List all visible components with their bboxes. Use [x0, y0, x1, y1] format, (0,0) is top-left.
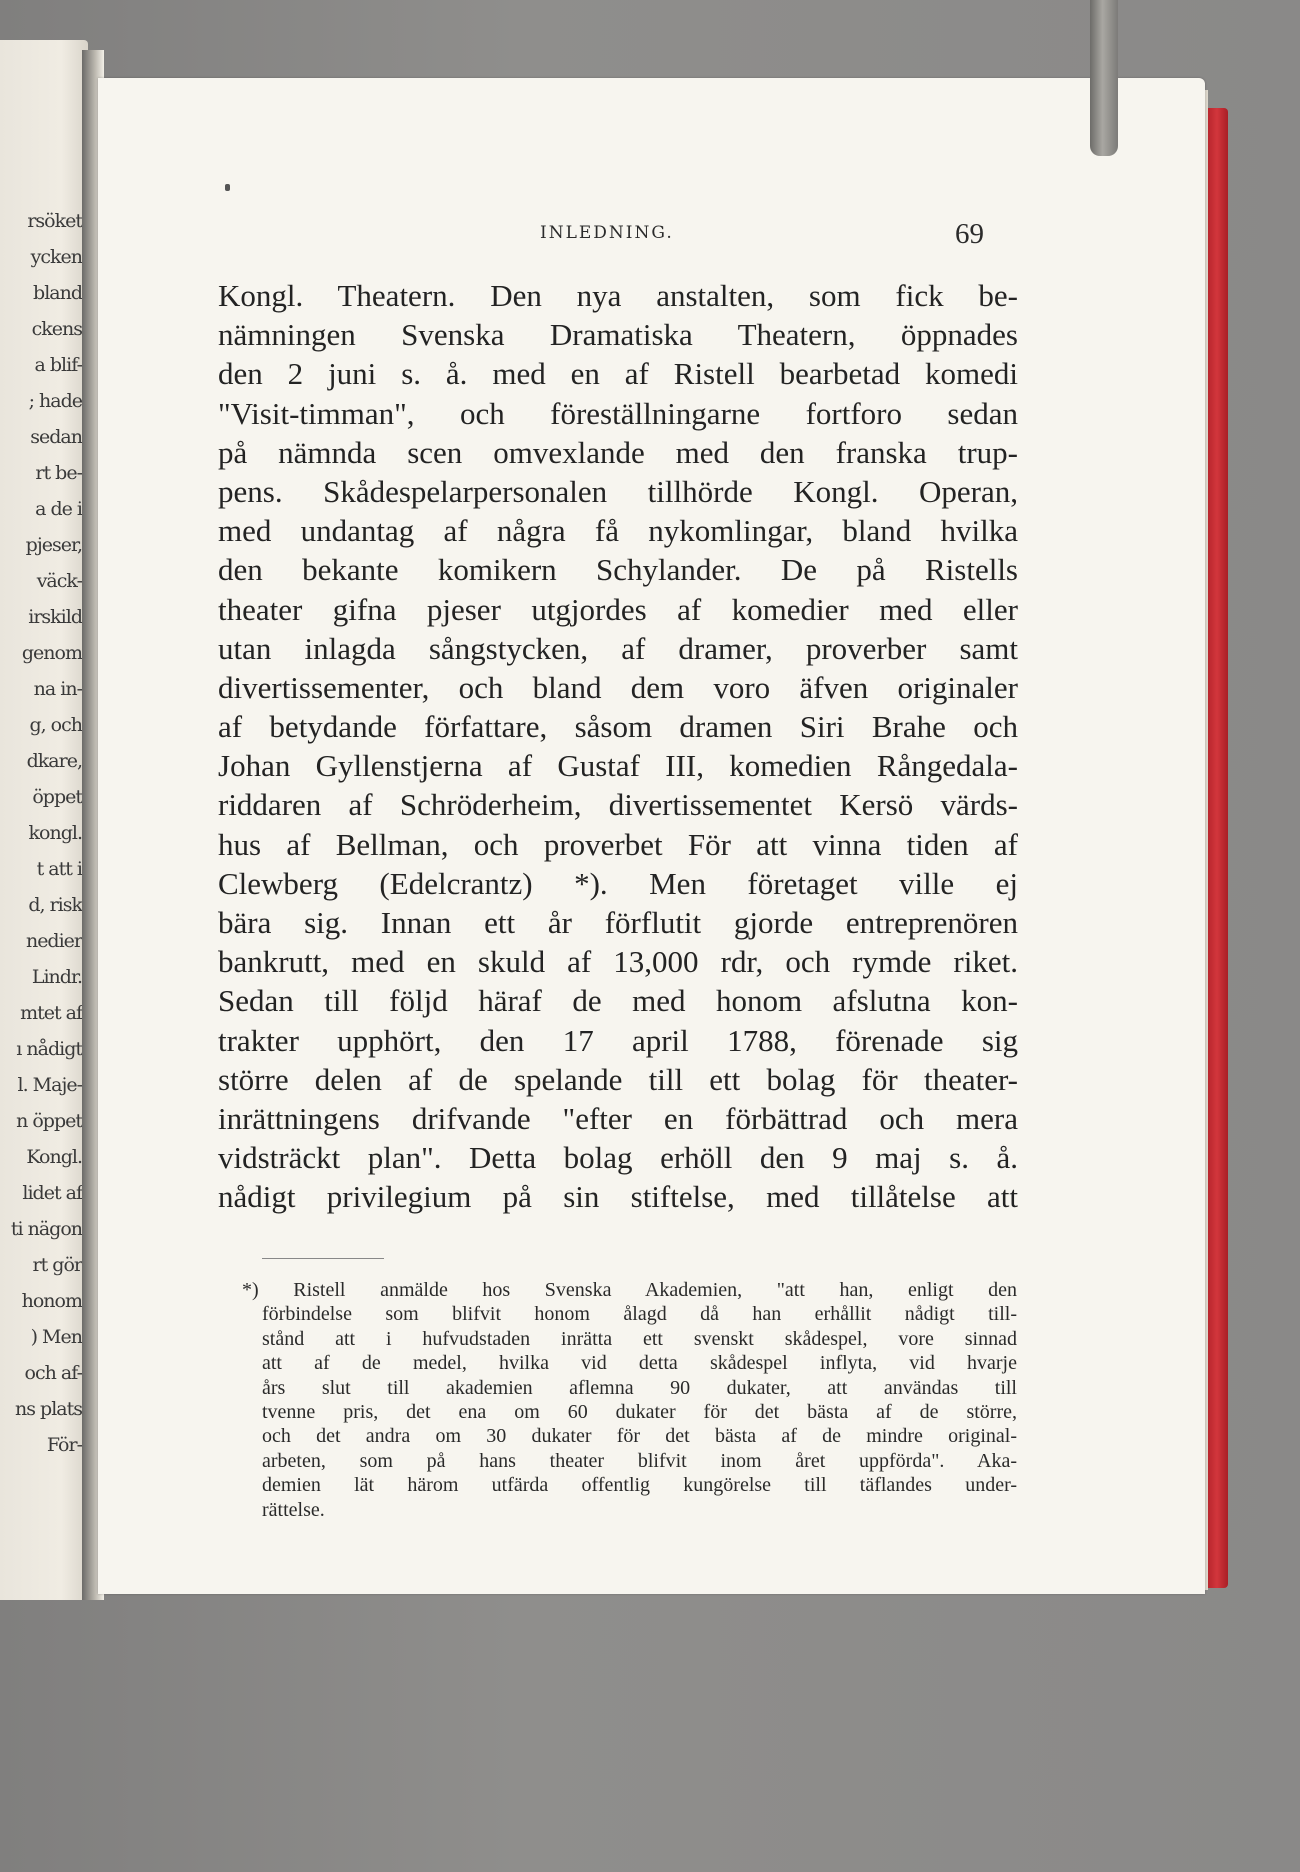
- red-book-edge: [1206, 108, 1228, 1588]
- facing-page-fragment: rt be-: [35, 462, 82, 484]
- facing-page-fragment: För-: [46, 1434, 82, 1456]
- text-line: bankrutt, med en skuld af 13,000 rdr, och rymde riket.: [218, 944, 1018, 980]
- facing-page-edge: [0, 40, 88, 1600]
- text-line: Johan Gyllenstjerna af Gustaf III, komedien Rångedala-: [218, 748, 1018, 784]
- facing-page-fragment: n öppet: [16, 1110, 82, 1132]
- footnote-line: rättelse.: [262, 1498, 325, 1521]
- footnote-line: *) Ristell anmälde hos Svenska Akademien, "att han, enligt den: [242, 1279, 1017, 1301]
- text-line: af betydande författare, såsom dramen Siri Brahe och: [218, 709, 1018, 745]
- text-line: större delen af de spelande till ett bolag för theater-: [218, 1061, 1018, 1097]
- footnote-line: tvenne pris, det ena om 60 dukater för det bästa af de större,: [262, 1400, 1017, 1423]
- footnote-line: förbindelse som blifvit honom ålagd då han erhållit nådigt till-: [262, 1303, 1017, 1326]
- facing-page-fragment: genom: [21, 642, 82, 664]
- text-line: nämningen Svenska Dramatiska Theatern, öppnades: [218, 317, 1018, 353]
- facing-page-fragment: a blif-: [34, 354, 82, 376]
- facing-page-fragment: nedier: [25, 930, 82, 952]
- text-line: den bekante komikern Schylander. De på Ristells: [218, 552, 1018, 588]
- facing-page-fragment: väck-: [36, 570, 82, 592]
- text-line: divertissementer, och bland dem voro äfven originaler: [218, 669, 1018, 705]
- facing-page-fragment: och af-: [24, 1362, 82, 1384]
- text-line: "Visit-timman", och föreställningarne fortforo sedan: [218, 395, 1018, 431]
- facing-page-fragment: dkare,: [26, 750, 82, 772]
- facing-page-fragment: ı nådigt: [16, 1038, 82, 1060]
- bookmark-ribbon: [1090, 0, 1118, 156]
- text-line: Clewberg (Edelcrantz) *). Men företaget ville ej: [218, 865, 1018, 901]
- facing-page-fragment: mtet af: [20, 1002, 82, 1024]
- facing-page-fragment: kongl.: [28, 822, 82, 844]
- facing-page-fragment: bland: [33, 282, 82, 304]
- page-number: 69: [955, 218, 984, 250]
- footnote-line: och det andra om 30 dukater för det bästa af de mindre original-: [262, 1425, 1017, 1448]
- facing-page-fragment: l. Maje-: [17, 1074, 82, 1096]
- facing-page-fragment: Lindr.: [31, 966, 82, 988]
- facing-page-fragment: honom: [21, 1290, 82, 1312]
- facing-page-fragment: ti nägon: [10, 1218, 82, 1240]
- footnote-line: att af de medel, hvilka vid detta skådespel inflyta, vid hvarje: [262, 1352, 1017, 1375]
- facing-page-fragment: ) Men: [30, 1326, 82, 1348]
- text-line: inrättningens drifvande "efter en förbättrad och mera: [218, 1100, 1018, 1136]
- facing-page-fragment: sedan: [30, 426, 82, 448]
- text-line: hus af Bellman, och proverbet För att vinna tiden af: [218, 826, 1018, 862]
- text-line: pens. Skådespelarpersonalen tillhörde Kongl. Operan,: [218, 473, 1018, 509]
- text-line: Kongl. Theatern. Den nya anstalten, som fick be-: [218, 278, 1018, 313]
- facing-page-fragment: d, risk: [28, 894, 82, 916]
- footnote-rule: [262, 1258, 384, 1259]
- ink-speck: [225, 184, 230, 191]
- text-line: riddaren af Schröderheim, divertissementet Kersö värds-: [218, 787, 1018, 823]
- footnote-line: stånd att i hufvudstaden inrätta ett svenskt skådespel, vore sinnad: [262, 1327, 1017, 1350]
- footnote: [242, 1278, 1017, 1522]
- text-line: bära sig. Innan ett år förflutit gjorde entreprenören: [218, 905, 1018, 940]
- text-line: utan inlagda sångstycken, af dramer, proverber samt: [218, 630, 1018, 666]
- facing-page-fragment: ; hade: [28, 390, 82, 412]
- text-line: med undantag af några få nykomlingar, bland hvilka: [218, 513, 1018, 549]
- text-line: trakter upphört, den 17 april 1788, förenade sig: [218, 1022, 1018, 1058]
- footnote-line: demien lät härom utfärda offentlig kungörelse till täflandes under-: [262, 1474, 1017, 1497]
- text-line: Sedan till följd häraf de med honom afslutna kon-: [218, 983, 1018, 1019]
- facing-page-fragment: öppet: [32, 786, 82, 808]
- facing-page-fragment: ckens: [31, 318, 82, 340]
- facing-page-fragment: g, och: [29, 714, 82, 736]
- facing-page-fragment: rsöket: [27, 210, 82, 232]
- text-line: theater gifna pjeser utgjordes af komedier med eller: [218, 591, 1018, 627]
- facing-page-fragment: na in-: [33, 678, 82, 700]
- text-line: den 2 juni s. å. med en af Ristell bearbetad komedi: [218, 356, 1018, 392]
- running-head: INLEDNING.: [540, 223, 674, 243]
- text-line: vidsträckt plan". Detta bolag erhöll den 9 maj s. å.: [218, 1140, 1018, 1176]
- text-line: nådigt privilegium på sin stiftelse, med tillåtelse att: [218, 1179, 1018, 1215]
- facing-page-fragment: irskild: [28, 606, 82, 628]
- facing-page-fragment: ycken: [30, 246, 82, 268]
- facing-page-fragment: Kongl.: [26, 1146, 82, 1168]
- facing-page-fragment: ns plats: [15, 1398, 82, 1420]
- facing-page-fragment: a de i: [35, 498, 82, 520]
- facing-page-fragment: pjeser,: [25, 534, 82, 556]
- body-text: [218, 276, 1018, 1217]
- text-line: på nämnda scen omvexlande med den franska trup-: [218, 434, 1018, 470]
- facing-page-fragment: t att i: [36, 858, 82, 880]
- footnote-line: arbeten, som på hans theater blifvit inom året uppförda". Aka-: [262, 1449, 1017, 1472]
- facing-page-fragment: lidet af: [22, 1182, 82, 1204]
- facing-page-fragment: rt gör: [32, 1254, 82, 1276]
- footnote-line: års slut till akademien aflemna 90 dukater, att användas till: [262, 1376, 1017, 1399]
